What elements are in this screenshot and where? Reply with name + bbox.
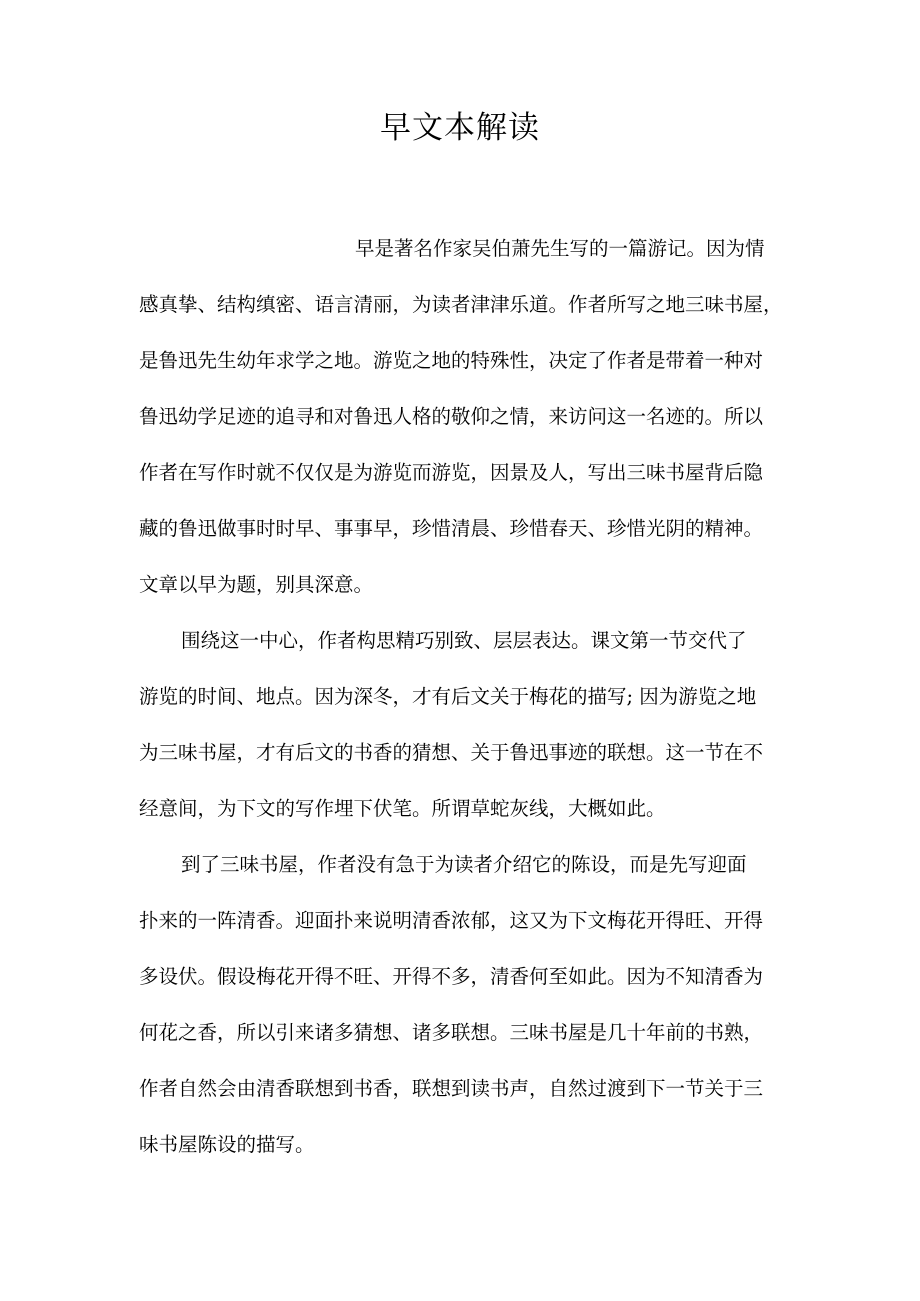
- paragraph-line: 作者在写作时就不仅仅是为游览而游览，因景及人，写出三味书屋背后隐: [139, 461, 764, 484]
- paragraph-line: 藏的鲁迅做事时时早、事事早，珍惜清晨、珍惜春天、珍惜光阴的精神。: [139, 517, 764, 540]
- paragraph-line: 感真挚、结构缜密、语言清丽，为读者津津乐道。作者所写之地三味书屋，: [139, 293, 783, 316]
- paragraph-line: 经意间，为下文的写作埋下伏笔。所谓草蛇灰线，大概如此。: [139, 797, 666, 820]
- paragraph-line: 鲁迅幼学足迹的追寻和对鲁迅人格的敬仰之情，来访问这一名迹的。所以: [139, 405, 764, 428]
- paragraph-line: 是鲁迅先生幼年求学之地。游览之地的特殊性，决定了作者是带着一种对: [139, 349, 764, 372]
- paragraph-line: 游览的时间、地点。因为深冬，才有后文关于梅花的描写; 因为游览之地: [139, 685, 757, 708]
- document-title: 早文本解读: [380, 110, 540, 146]
- paragraph-line: 为三味书屋，才有后文的书香的猜想、关于鲁迅事迹的联想。这一节在不: [139, 741, 764, 764]
- paragraph-line: 何花之香，所以引来诸多猜想、诸多联想。三味书屋是几十年前的书熟，: [139, 1021, 764, 1044]
- paragraph-line: 作者自然会由清香联想到书香，联想到读书声，自然过渡到下一节关于三: [139, 1077, 764, 1100]
- paragraph-line: 文章以早为题，别具深意。: [139, 573, 374, 596]
- paragraph-line: 味书屋陈设的描写。: [139, 1133, 315, 1156]
- paragraph-line: 到了三味书屋，作者没有急于为读者介绍它的陈设，而是先写迎面: [181, 853, 747, 876]
- paragraph-line: 多设伏。假设梅花开得不旺、开得不多，清香何至如此。因为不知清香为: [139, 965, 764, 988]
- paragraph-line: 早是著名作家吴伯萧先生写的一篇游记。因为情: [355, 237, 765, 260]
- paragraph-line: 围绕这一中心，作者构思精巧别致、层层表达。课文第一节交代了: [181, 629, 747, 652]
- paragraph-line: 扑来的一阵清香。迎面扑来说明清香浓郁，这又为下文梅花开得旺、开得: [139, 909, 764, 932]
